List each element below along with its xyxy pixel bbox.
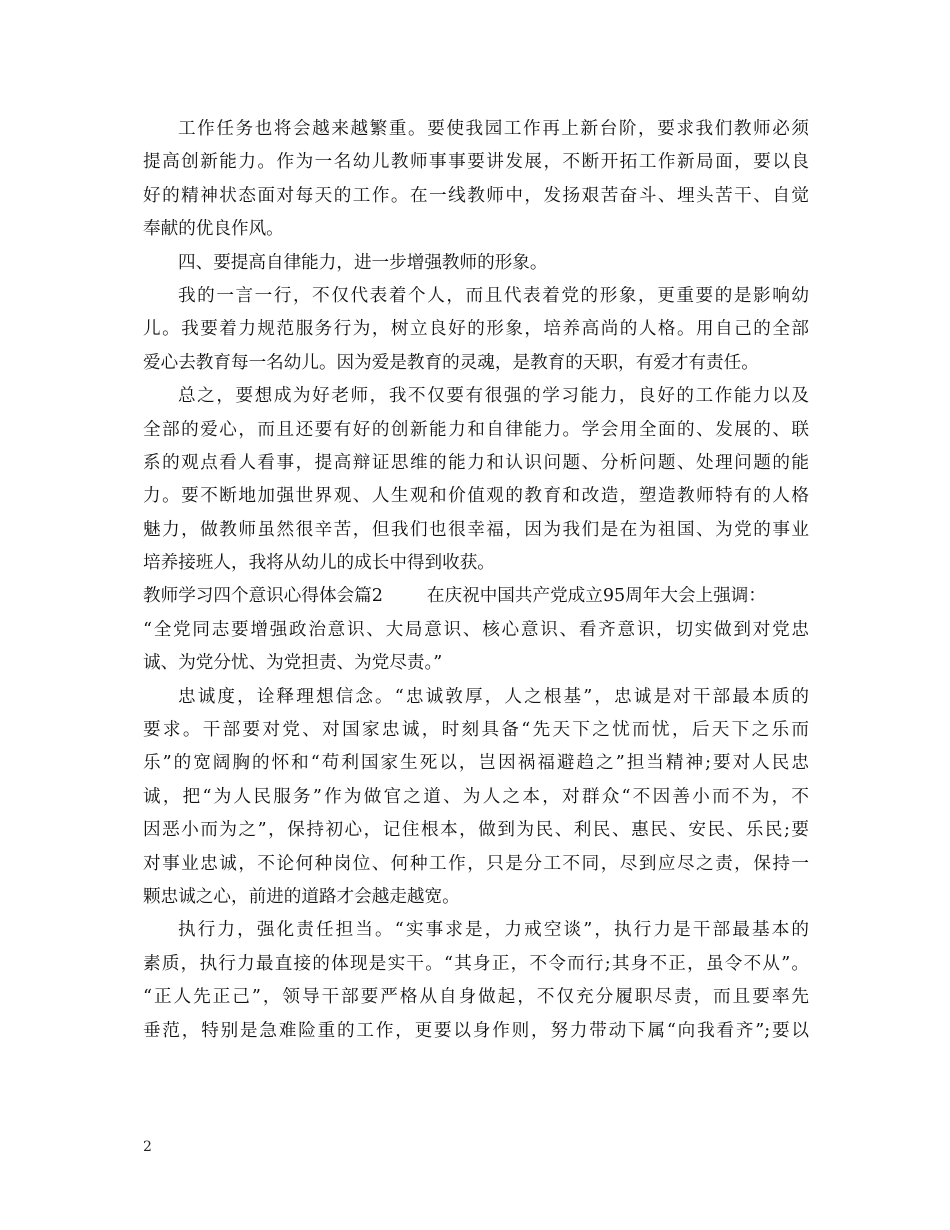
text-line: 颗忠诚之心，前进的道路才会越走越宽。 <box>143 886 460 907</box>
text-line: 执行力，强化责任担当。“实事求是，力戒空谈”，执行力是干部最基本的 <box>178 920 809 941</box>
text-line: 工作任务也将会越来越繁重。要使我园工作再上新台阶，要求我们教师必须 <box>178 119 809 139</box>
section-title: 教师学习四个意识心得体会篇2 <box>143 586 383 607</box>
text-line: 素质，执行力最直接的体现是实干。“其身正，不令而行;其身不正，虽令不从”。 <box>143 953 809 974</box>
text-line: 四、要提高自律能力，进一步增强教师的形象。 <box>178 252 548 273</box>
text-line: 垂范，特别是急难险重的工作，更要以身作则，努力带动下属“向我看齐”;要以 <box>143 1020 809 1041</box>
text-line: 培养接班人，我将从幼儿的成长中得到收获。 <box>143 553 495 574</box>
text-line: 儿。我要着力规范服务行为，树立良好的形象，培养高尚的人格。用自己的全部 <box>143 319 809 340</box>
section-first-line: 在庆祝中国共产党成立95周年大会上强调： <box>426 586 766 607</box>
text-line: 要求。干部要对党、对国家忠诚，时刻具备“先天下之忧而忧，后天下之乐而 <box>143 720 809 741</box>
text-line: 乐”的宽阔胸的怀和“苟利国家生死以，岂因祸福避趋之”担当精神;要对人民忠 <box>143 753 809 774</box>
section-heading-line <box>143 580 809 613</box>
paragraph-block-after <box>143 614 809 1048</box>
text-line: 忠诚度，诠释理想信念。“忠诚敦厚，人之根基”，忠诚是对干部最本质的 <box>178 686 809 707</box>
text-line: 总之，要想成为好老师，我不仅要有很强的学习能力，良好的工作能力以及 <box>178 386 809 407</box>
text-line: 魅力，做教师虽然很辛苦，但我们也很幸福，因为我们是在为祖国、为党的事业 <box>143 519 809 540</box>
text-line: 提高创新能力。作为一名幼儿教师事事要讲发展，不断开拓工作新局面，要以良 <box>143 152 809 173</box>
text-line: “正人先正己”，领导干部要严格从自身做起，不仅充分履职尽责，而且要率先 <box>143 987 809 1008</box>
paragraph-block-before <box>143 113 809 580</box>
text-line: 全部的爱心，而且还要有好的创新能力和自律能力。学会用全面的、发展的、联 <box>143 419 809 440</box>
text-line: 系的观点看人看事，提高辩证思维的能力和认识问题、分析问题、处理问题的能 <box>143 452 809 473</box>
document-body <box>143 113 809 1048</box>
text-line: 诚、为党分忧、为党担责、为党尽责。” <box>143 653 443 674</box>
text-line: 因恶小而为之”，保持初心，记住根本，做到为民、利民、惠民、安民、乐民;要 <box>143 820 809 841</box>
text-line: 对事业忠诚，不论何种岗位、何种工作，只是分工不同，尽到应尽之责，保持一 <box>143 853 809 874</box>
text-line: “全党同志要增强政治意识、大局意识、核心意识、看齐意识，切实做到对党忠 <box>143 619 809 640</box>
page-number: 2 <box>143 1139 152 1155</box>
text-line: 奉献的优良作风。 <box>143 219 284 240</box>
text-line: 力。要不断地加强世界观、人生观和价值观的教育和改造，塑造教师特有的人格 <box>143 486 809 507</box>
text-line: 诚，把“为人民服务”作为做官之道、为人之本，对群众“不因善小而不为，不 <box>143 786 809 807</box>
text-line: 爱心去教育每一名幼儿。因为爱是教育的灵魂，是教育的天职，有爱才有责任。 <box>143 352 759 373</box>
text-line: 好的精神状态面对每天的工作。在一线教师中，发扬艰苦奋斗、埋头苦干、自觉 <box>143 185 809 206</box>
text-line: 我的一言一行，不仅代表着个人，而且代表着党的形象，更重要的是影响幼 <box>178 285 809 306</box>
